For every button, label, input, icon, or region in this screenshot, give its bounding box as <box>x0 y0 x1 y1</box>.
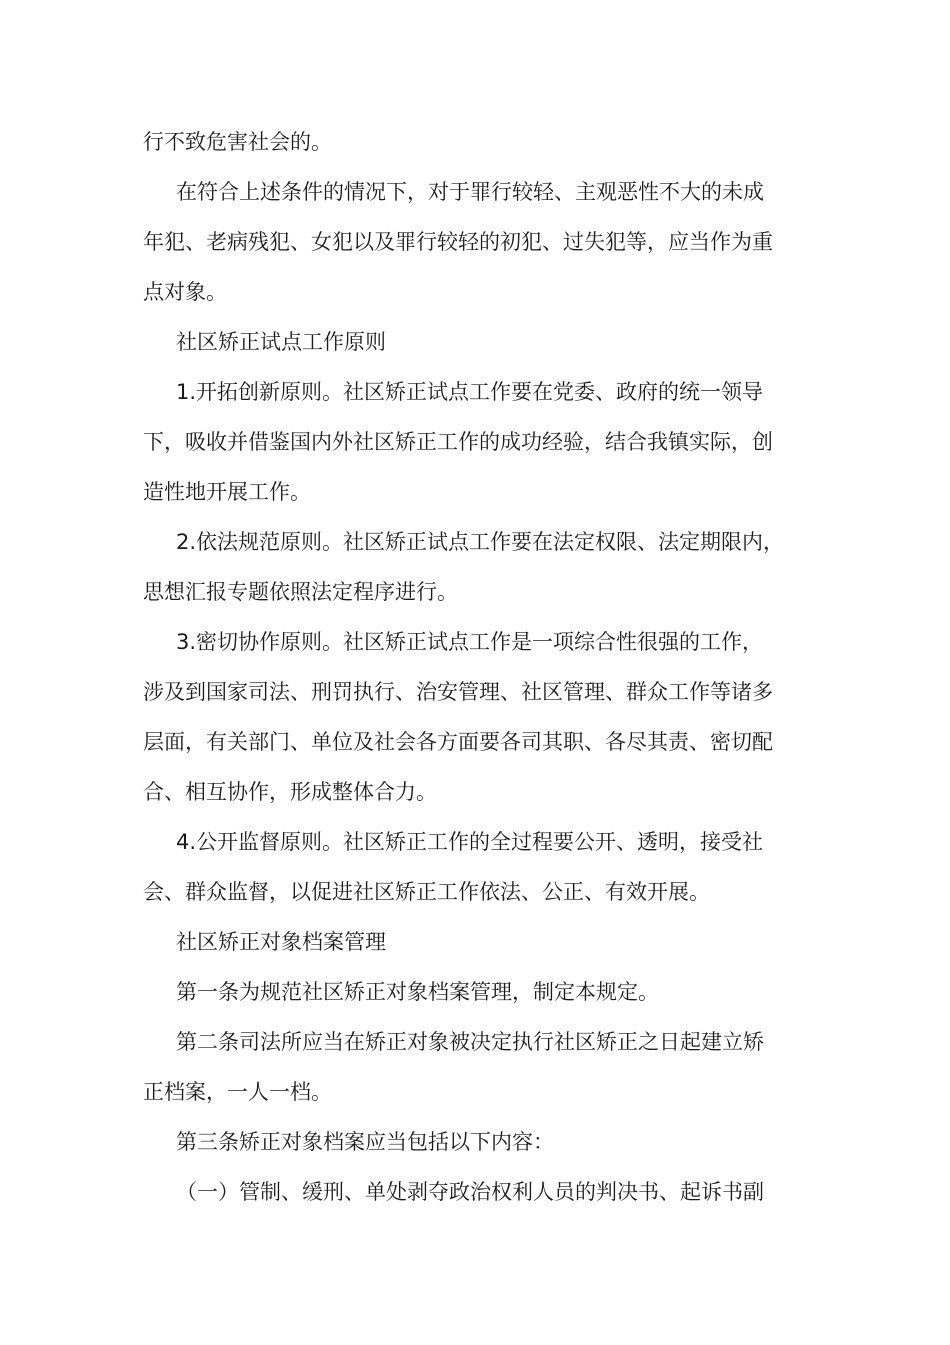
text-line: 1.开拓创新原则。社区矫正试点工作要在党委、政府的统一领导 <box>176 380 764 404</box>
text-line: 在符合上述条件的情况下，对于罪行较轻、主观恶性不大的未成 <box>176 180 764 204</box>
text-line: 年犯、老病残犯、女犯以及罪行较轻的初犯、过失犯等，应当作为重 <box>143 230 773 254</box>
text-line: 造性地开展工作。 <box>143 480 311 504</box>
text-line: 第三条矫正对象档案应当包括以下内容： <box>176 1130 554 1154</box>
text-line: 层面，有关部门、单位及社会各方面要各司其职、各尽其责、密切配 <box>143 730 773 754</box>
text-line: 第一条为规范社区矫正对象档案管理，制定本规定。 <box>176 980 659 1004</box>
section-heading: 社区矫正对象档案管理 <box>176 930 386 954</box>
text-line: 正档案，一人一档。 <box>143 1080 332 1104</box>
text-line: 思想汇报专题依照法定程序进行。 <box>143 580 458 604</box>
text-line: 4.公开监督原则。社区矫正工作的全过程要公开、透明，接受社 <box>176 830 764 854</box>
text-line: 涉及到国家司法、刑罚执行、治安管理、社区管理、群众工作等诸多 <box>143 680 773 704</box>
text-line: 第二条司法所应当在矫正对象被决定执行社区矫正之日起建立矫 <box>176 1030 764 1054</box>
section-heading: 社区矫正试点工作原则 <box>176 330 386 354</box>
text-line: 点对象。 <box>143 280 227 304</box>
text-line: 3.密切协作原则。社区矫正试点工作是一项综合性很强的工作， <box>176 630 764 654</box>
text-line: （一）管制、缓刑、单处剥夺政治权利人员的判决书、起诉书副 <box>176 1180 764 1204</box>
text-line: 会、群众监督，以促进社区矫正工作依法、公正、有效开展。 <box>143 880 710 904</box>
text-line: 行不致危害社会的。 <box>143 130 332 154</box>
text-line: 下，吸收并借鉴国内外社区矫正工作的成功经验，结合我镇实际，创 <box>143 430 773 454</box>
text-line: 合、相互协作，形成整体合力。 <box>143 780 437 804</box>
text-line: 2.依法规范原则。社区矫正试点工作要在法定权限、法定期限内， <box>176 530 785 554</box>
